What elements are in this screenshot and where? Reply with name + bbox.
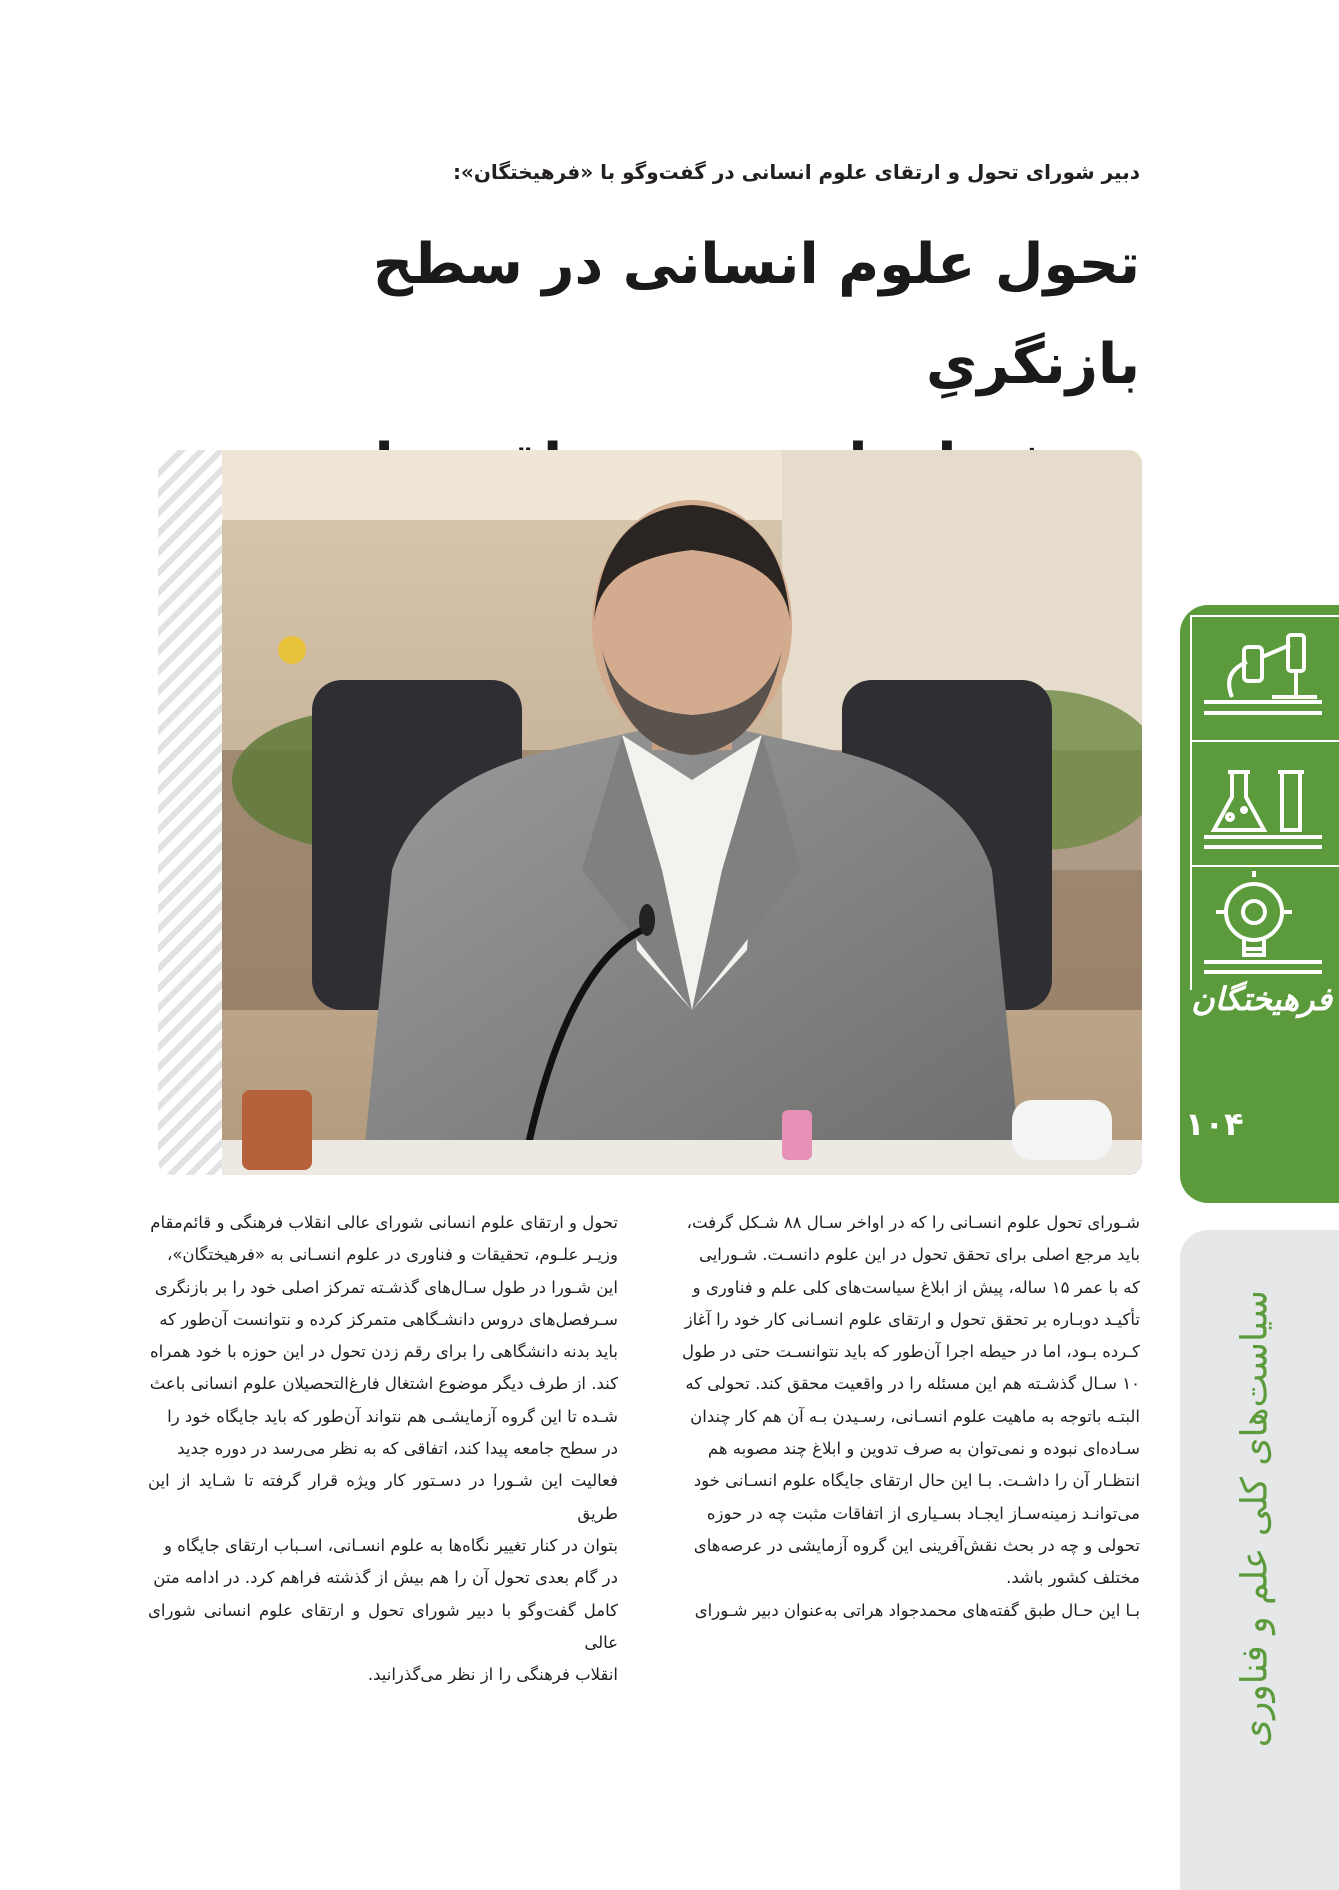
publication-logo: فرهیختگان: [1191, 980, 1332, 1018]
paragraph-line: باید بدنه دانشگاهی را برای رقم زدن تحول در این حوزه با خود همراه: [149, 1342, 618, 1362]
lightbulb-gear-icon: [1192, 867, 1339, 992]
paragraph-line: تأکیـد دوبـاره بر تحقق تحول و ارتقای علوم انسـانی کار خود را آغاز: [684, 1309, 1140, 1329]
icon-box-idea: [1190, 865, 1339, 990]
paragraph-line: سـرفصل‌های دروس دانشـگاهی متمرکز کرده و نتوانست آن‌طور که: [159, 1309, 618, 1329]
paragraph-line: کـرده بـود، اما در حیطه اجرا آن‌طور که باید نتوانسـت حتی در طول: [682, 1342, 1140, 1362]
paragraph-line: می‌توانـد زمینه‌سـاز ایجـاد بسـیاری از اتفاقات مثبت چه در حوزه: [706, 1503, 1140, 1523]
paragraph-line: سـاده‌ای نبوده و نمی‌توان به صرف تدوین و ابلاغ چند مصوبه هم: [707, 1439, 1140, 1459]
icon-box-science: [1190, 615, 1339, 740]
lab-flask-icon: [1192, 742, 1339, 867]
paragraph-line: باید مرجع اصلی برای تحقق تحول در این علوم دانسـت. شـورایی: [698, 1245, 1140, 1265]
paragraph-line: تحولی و چه در بحث نقش‌آفرینی این گروه آزمایشی در عرصه‌های: [693, 1535, 1140, 1555]
paragraph-line: انتظـار آن را داشـت. بـا این حال ارتقای جایگاه علوم انسـانی خود: [693, 1471, 1140, 1491]
paragraph-line: کامل گفت‌وگو با دبیر شورای تحول و ارتقای علوم انسانی شورای عالی: [148, 1600, 618, 1652]
paragraph-line: انقلاب فرهنگی را از نظر می‌گذرانید.: [367, 1665, 618, 1685]
icon-box-lab: [1190, 740, 1339, 865]
paragraph-line: ۱۰ سـال گذشـته هم این مسئله را در واقعیت محقق کند. تحولی که: [685, 1374, 1140, 1394]
paragraph-line: شـده تا این گروه آزمایشـی هم نتواند آن‌طور که باید جایگاه خود را: [167, 1406, 618, 1426]
paragraph-line: البتـه باتوجه به ماهیت علوم انسـانی، رسـیدن بـه آن هم کار چندان: [690, 1406, 1140, 1426]
paragraph-line: در گام بعدی تحول آن را هم بیش از گذشته فراهم کرد. در ادامه متن: [153, 1568, 618, 1588]
section-title-text: سیاست‌های کلی علم و فناوری: [1234, 1290, 1276, 1748]
article-column-left: [148, 1207, 618, 1691]
paragraph-line: بتوان در کنار تغییر نگاه‌ها به علوم انسـانی، اسـباب ارتقای جایگاه و: [163, 1535, 618, 1555]
microscope-icon: [1192, 617, 1339, 742]
paragraph-line: این شـورا در طول سـال‌های گذشـته تمرکز اصلی خود را بر بازنگری: [154, 1277, 618, 1297]
headline-line-1: تحول علوم انسانی در سطح بازنگریِ: [372, 232, 1140, 397]
interview-photo-illustration: [222, 450, 1142, 1175]
paragraph-line: وزیـر علـوم، تحقیقات و فناوری در علوم انسـانی به «فرهیختگان»،: [166, 1245, 618, 1265]
paragraph-line: در سطح جامعه پیدا کند، اتفاقی که به نظر می‌رسد در دوره جدید: [177, 1439, 618, 1459]
paragraph-line: بـا این حـال طبق گفته‌های محمدجواد هراتی به‌عنوان دبیر شـورای: [694, 1600, 1140, 1620]
paragraph-line: مختلف کشور باشد.: [1006, 1568, 1140, 1588]
article-column-right: [670, 1207, 1140, 1627]
paragraph-line: فعالیت این شـورا در دسـتور کار ویژه قرار گرفته تا شـاید از این طریق: [148, 1471, 618, 1523]
paragraph-line: شـورای تحول علوم انسـانی را که در اواخر سـال ۸۸ شـکل گرفت،: [686, 1213, 1140, 1232]
interview-photo: [222, 450, 1142, 1175]
article-kicker: دبیر شورای تحول و ارتقای علوم انسانی در گفت‌وگو با «فرهیختگان»:: [452, 160, 1140, 184]
paragraph-line: تحول و ارتقای علوم انسانی شورای عالی انقلاب فرهنگی و قائم‌مقام: [150, 1213, 618, 1232]
paragraph-line: کند. از طرف دیگر موضوع اشتغال فارغ‌التحصیلان علوم انسانی باعث: [149, 1374, 618, 1394]
photo-stripe-decoration: [158, 450, 223, 1175]
section-title: [1205, 1290, 1305, 1748]
page-number: ۱۰۴: [1185, 1105, 1244, 1143]
paragraph-line: که با عمر ۱۵ ساله، پیش از ابلاغ سیاست‌های کلی علم و فناوری و: [692, 1277, 1140, 1297]
